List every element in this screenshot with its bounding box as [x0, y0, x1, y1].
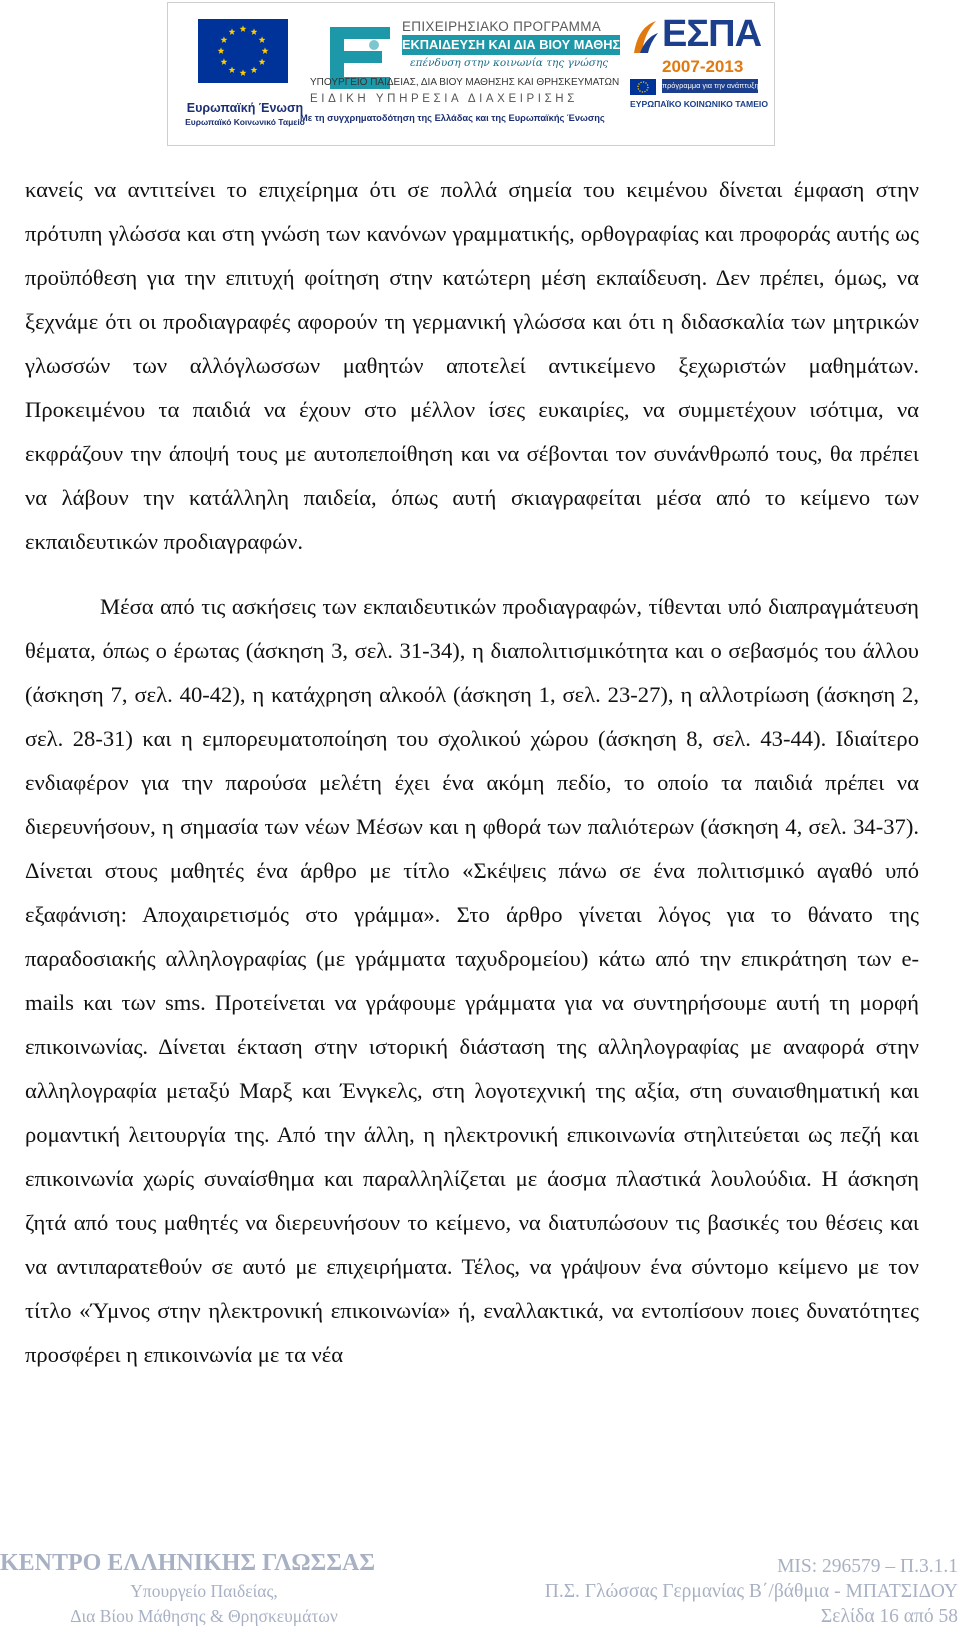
programme-title-line1: ΕΠΙΧΕΙΡΗΣΙΑΚΟ ΠΡΟΓΡΑΜΜΑ: [402, 19, 602, 34]
footer-center-name: ΚΕΝΤΡΟ ΕΛΛΗΝΙΚΗΣ ΓΛΩΣΣΑΣ: [0, 1550, 376, 1576]
eu-logo-subtitle: Ευρωπαϊκό Κοινωνικό Ταμείο: [185, 117, 305, 127]
eu-flag-icon: [198, 19, 288, 83]
eu-logo-name: Ευρωπαϊκή Ένωση: [186, 101, 304, 115]
programme-slogan: επένδυση στην κοινωνία της γνώσης: [410, 57, 609, 69]
cofinancing-note: Με τη συγχρηματοδότηση της Ελλάδας και της Ευρωπαϊκής Ένωσης: [300, 113, 605, 123]
footer-ministry-line2: Δια Βίου Μάθησης & Θρησκευμάτων: [70, 1606, 338, 1626]
paragraph-2: Μέσα από τις ασκήσεις των εκπαιδευτικών προδιαγραφών, τίθενται υπό διαπραγμάτευση θέματα, όπως ο έρωτας (άσκηση 3, σελ. 31-34), η διαπολιτισμικότητα και ο σεβασμός του άλλου (άσκηση 7, σελ. 40-42), η κατάχρηση αλκοόλ (άσκηση 1, σελ. 23-27), η αλλοτρίωση (άσκηση 2, σελ. 28-31) και η εμπορευματοποίηση του σχολικού χώρου (άσκηση 8, σελ. 43-44). Ιδιαίτερο ενδιαφέρον για την παρούσα μελέτη έχει ένα ακόμη πεδίο, το οποίο τα παιδιά πρέπει να διερευνήσουν, η σημασία των νέων Μέσων και η φθορά των παλιότερων (άσκηση 4, σελ. 34-37). Δίνεται στους μαθητές ένα άρθρο με τίτλο «Σκέψεις πάνω σε ένα πολιτισμικό αγαθό υπό εξαφάνιση: Αποχαιρετισμός στο γράμμα». Στο άρθρο γίνεται λόγος για το θάνατο της παραδοσιακής αλληλογραφίας (με γράμματα ταχυδρομείου) κάτω από την επικράτηση των e-mails και των sms. Προτείνεται να γράφουμε γράμματα για να συντηρήσουμε αυτή τη μορφή επικοινωνίας. Δίνεται έκταση στην ιστορική διάσταση της αλληλογραφίας με αναφορά στην αλληλογραφία μεταξύ Μαρξ και Ένγκελς, στη λογοτεχνική της αξία, στη συναισθηματική και ρομαντική λειτουργία της. Από την άλλη, η ηλεκτρονική επικοινωνία στηλιτεύεται ως πεζή και επικοινωνία χωρίς συναίσθημα και παραλληλίζεται με άοσμα πλαστικά λουλούδια. Η άσκηση ζητά από τους μαθητές να διερευνήσουν το κείμενο, να διατυπώσουν τις βασικές του θέσεις και να αντιπαρατεθούν σε αυτό με επιχειρήματα. Τέλος, να γράψουν ένα σύντομο κείμενο με τον τίτλο «Ύμνος στην ηλεκτρονική επικοινωνία» ή, εναλλακτικά, να εντοπίσουν ποιες δυνατότητες προσφέρει η επικοινωνία με τα νέα: [25, 594, 919, 1367]
programme-title-line2: ΕΚΠΑΙΔΕΥΣΗ ΚΑΙ ΔΙΑ ΒΙΟΥ ΜΑΘΗΣΗ: [402, 35, 620, 55]
eu-logo: [176, 9, 314, 139]
paragraph-1: κανείς να αντιτείνει το επιχείρημα ότι σε πολλά σημεία του κειμένου δίνεται έμφαση στην πρότυπη γλώσσα και στη γνώση των κανόνων γραμματικής, ορθογραφίας και προφοράς αυτής ως προϋπόθεση για την επιτυχή φοίτηση στην κατώτερη μέση εκπαίδευση. Δεν πρέπει, όμως, να ξεχνάμε ότι οι προδιαγραφές αφορούν τη γερμανική γλώσσα και ότι η διδασκαλία των μητρικών γλωσσών των αλλόγλωσσων μαθητών αποτελεί αντικείμενο ξεχωριστών μαθημάτων. Προκειμένου τα παιδιά να έχουν στο μέλλον ίσες ευκαιρίες, να συμμετέχουν ισότιμα, να εκφράζουν την άποψή τους με αυτοπεποίθηση και να σέβονται τον συνάνθρωπό τους, θα πρέπει να λάβουν την κατάλληλη παιδεία, όπως αυτή σκιαγραφείται μέσα από το κείμενο των εκπαιδευτικών προδιαγραφών.: [25, 177, 919, 554]
managing-authority: ΕΙΔΙΚΗ ΥΠΗΡΕΣΙΑ ΔΙΑΧΕΙΡΙΣΗΣ: [310, 93, 578, 105]
footer-project-name: Π.Σ. Γλώσσας Γερμανίας Β΄/βάθμια - ΜΠΑΤΣΙΔΟΥ: [544, 1581, 958, 1602]
espa-name: ΕΣΠΑ: [662, 13, 762, 55]
eu-mini-flag-icon: [630, 79, 656, 95]
ministry-name: ΥΠΟΥΡΓΕΙΟ ΠΑΙΔΕΙΑΣ, ΔΙΑ ΒΙΟΥ ΜΑΘΗΣΗΣ ΚΑΙ ΘΡΗΣΚΕΥΜΑΤΩΝ: [310, 77, 620, 88]
espa-tagline: πρόγραμμα για την ανάπτυξη: [662, 79, 758, 93]
espa-years: 2007-2013: [662, 57, 744, 76]
programme-logo: [300, 13, 630, 141]
footer-mis-code: MIS: 296579 – Π.3.1.1: [777, 1556, 958, 1577]
espa-fund: ΕΥΡΩΠΑΪΚΟ ΚΟΙΝΩΝΙΚΟ ΤΑΜΕΙΟ: [630, 99, 769, 109]
document-body: [25, 168, 919, 1377]
footer-ministry-line1: Υπουργείο Παιδείας,: [130, 1581, 278, 1601]
footer-page-number: Σελίδα 16 από 58: [820, 1606, 958, 1627]
espa-mark-icon: [630, 17, 660, 57]
footer-right: [545, 1554, 958, 1629]
header-banner: [167, 2, 775, 146]
espa-logo: [630, 13, 770, 137]
